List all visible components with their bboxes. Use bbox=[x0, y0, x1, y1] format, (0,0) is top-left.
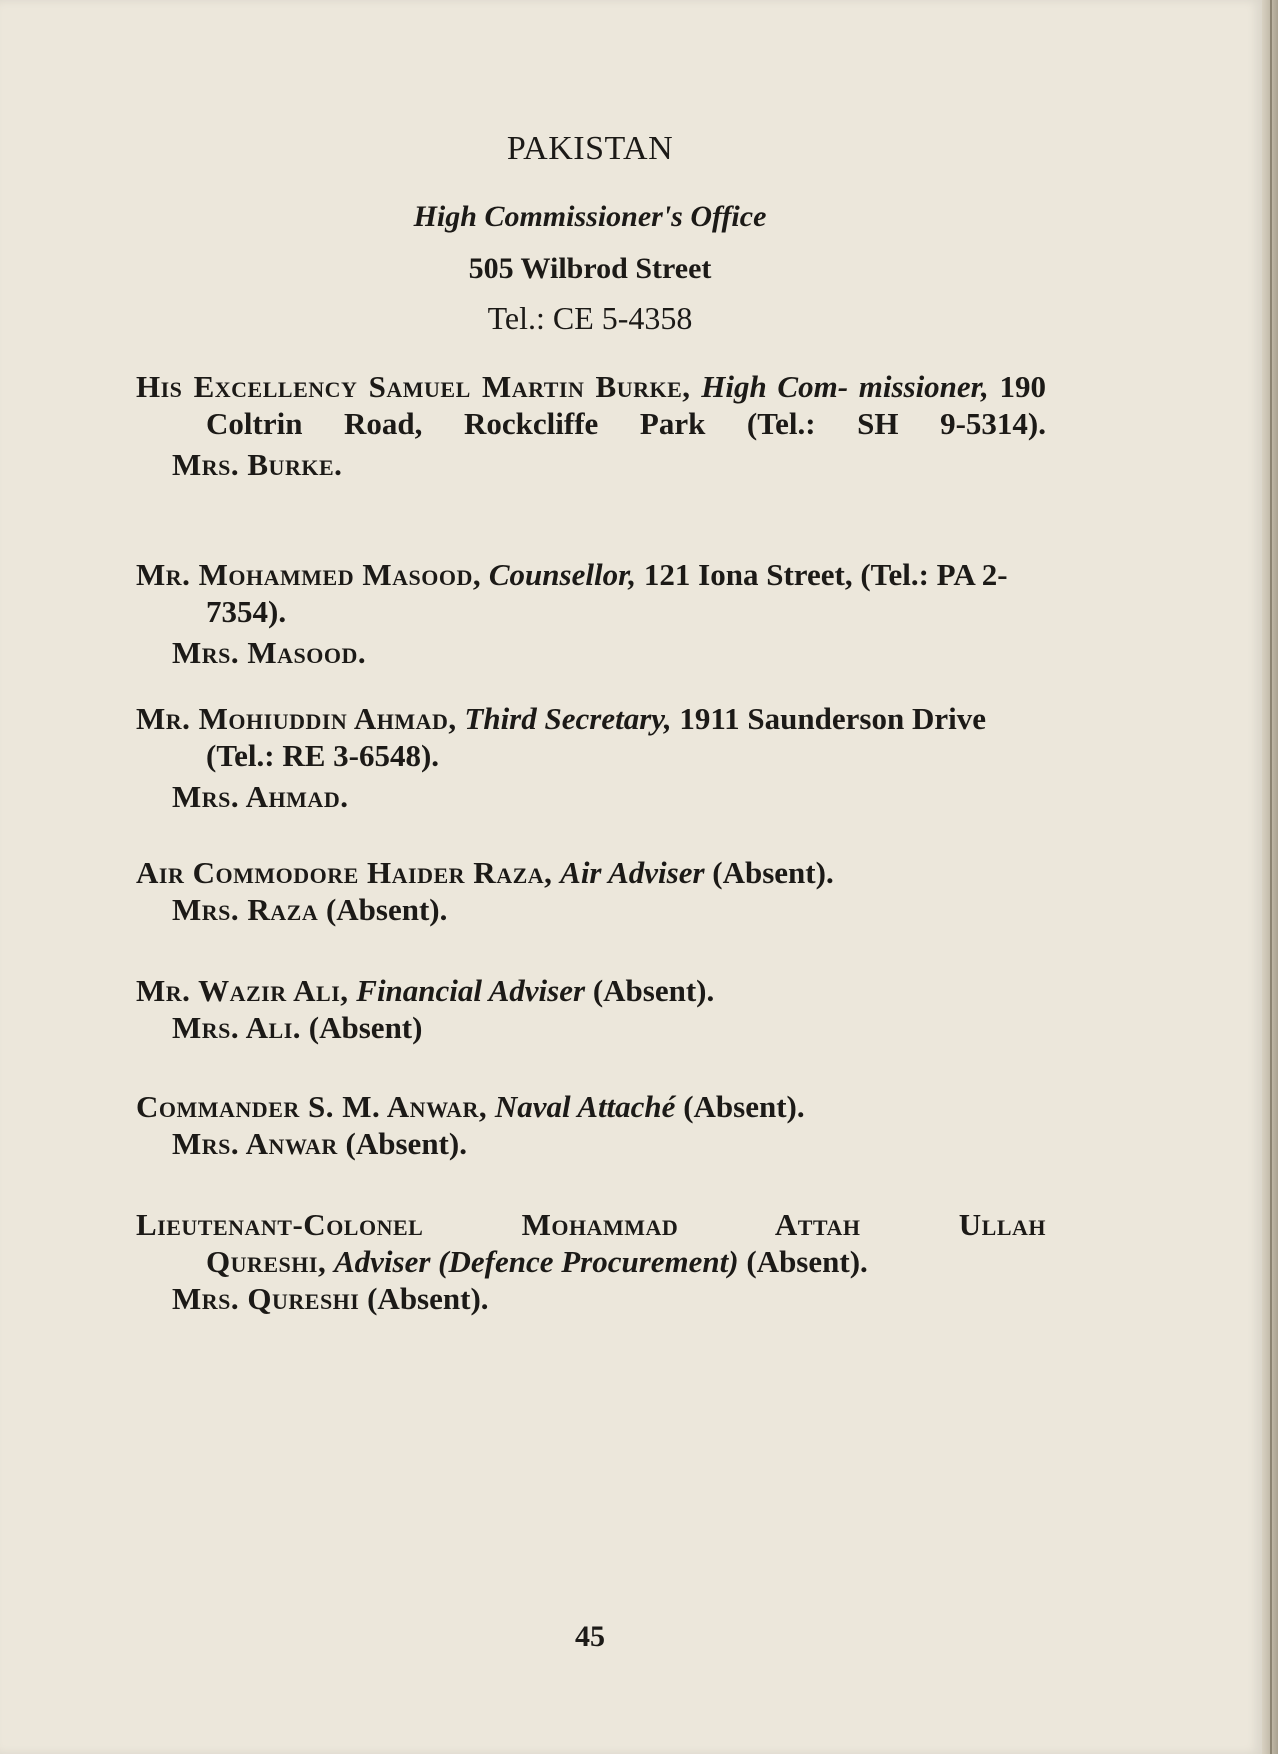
spouse-name: Mrs. Raza bbox=[172, 892, 319, 927]
person-title: Adviser (Defence Procurement) bbox=[333, 1244, 739, 1279]
person-title: High Com- bbox=[701, 369, 849, 404]
spouse-status: (Absent). bbox=[367, 1281, 489, 1316]
person-details: 190 Coltrin Road, Rockcliffe Park (Tel.: SH 9-5314). bbox=[206, 369, 1046, 441]
person-name: His Excellency Samuel Martin Burke, bbox=[136, 369, 691, 404]
person-name-continued: Qureshi, bbox=[206, 1244, 327, 1279]
person-title: Third Secretary, bbox=[464, 701, 672, 736]
office-address: 505 Wilbrod Street bbox=[468, 252, 712, 285]
spouse-status: (Absent). bbox=[345, 1126, 467, 1161]
page-number: 45 bbox=[575, 1620, 605, 1653]
spouse-status: (Absent). bbox=[325, 892, 448, 927]
person-details: (Absent). bbox=[746, 1244, 868, 1279]
person-details: (Absent). bbox=[712, 855, 834, 890]
list-item bbox=[136, 700, 1046, 815]
list-item bbox=[136, 368, 1046, 483]
person-name: Lieutenant-Colonel Mohammad Attah Ullah bbox=[136, 1207, 1046, 1242]
person-name: Mr. Mohammed Masood, bbox=[136, 557, 482, 592]
person-details: (Absent). bbox=[592, 973, 715, 1008]
list-item bbox=[136, 1088, 1046, 1162]
person-name: Mr. Mohiuddin Ahmad, bbox=[136, 701, 457, 736]
person-details: (Absent). bbox=[683, 1089, 805, 1124]
person-details: 121 Iona Street, (Tel.: PA 2-7354). bbox=[206, 557, 1008, 629]
person-name: Air Commodore Haider Raza, bbox=[136, 855, 553, 890]
page-edge bbox=[1262, 0, 1278, 1754]
country-heading: PAKISTAN bbox=[506, 130, 674, 167]
person-title-continued: missioner, bbox=[858, 369, 989, 404]
list-item bbox=[136, 972, 1046, 1046]
person-title: Naval Attaché bbox=[494, 1089, 676, 1124]
list-item bbox=[136, 1206, 1046, 1317]
person-name: Commander S. M. Anwar, bbox=[136, 1089, 488, 1124]
person-name: Mr. Wazir Ali, bbox=[136, 973, 349, 1008]
spouse-name: Mrs. Ahmad. bbox=[172, 779, 349, 814]
person-title: Financial Adviser bbox=[356, 973, 586, 1008]
person-title: Counsellor, bbox=[488, 557, 637, 592]
spouse-name: Mrs. Anwar bbox=[172, 1126, 338, 1161]
spouse-status: (Absent) bbox=[308, 1010, 423, 1045]
person-title: Air Adviser bbox=[560, 855, 705, 890]
office-name: High Commissioner's Office bbox=[413, 200, 767, 233]
person-details: 1911 Saunderson Drive (Tel.: RE 3-6548). bbox=[206, 701, 986, 773]
list-item bbox=[136, 854, 1046, 928]
spouse-name: Mrs. Ali. bbox=[172, 1010, 302, 1045]
spouse-name: Mrs. Masood. bbox=[172, 635, 367, 670]
list-item bbox=[136, 556, 1046, 671]
spouse-name: Mrs. Burke. bbox=[172, 447, 343, 482]
office-telephone: Tel.: CE 5-4358 bbox=[487, 300, 693, 336]
spouse-name: Mrs. Qureshi bbox=[172, 1281, 360, 1316]
